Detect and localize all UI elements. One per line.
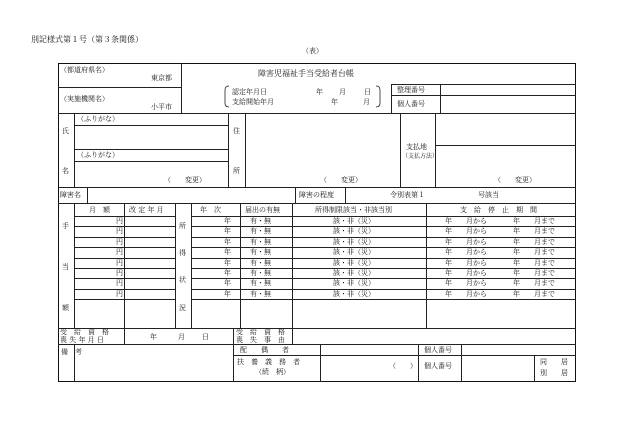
furigana-label-2: （ふりがな）: [77, 151, 119, 159]
col-limit: 所得制限該当・非該当別: [315, 206, 392, 214]
furigana-label-1: （ふりがな）: [77, 115, 119, 123]
jyuu-label: 住: [233, 127, 240, 135]
limit-cell: 該・非（災）: [333, 259, 375, 267]
paymethod-label: （支払方法）: [402, 153, 439, 160]
supporter-label: 扶 養 義 務 者: [237, 358, 300, 366]
allowance-side-3: 額: [62, 304, 69, 312]
name-change: （ 変更）: [164, 176, 206, 184]
acq-label-1: 受 給 資 格: [60, 328, 109, 336]
dokyo-label: 同 居: [540, 358, 568, 366]
disability-name-label: 障害名: [60, 191, 81, 199]
income-side-3: 状: [179, 276, 186, 284]
prefecture-value: 東京都: [151, 74, 172, 82]
limit-cell: 該・非（災）: [333, 227, 375, 235]
pay-year: 年: [331, 98, 338, 106]
year-cell: 年: [224, 290, 231, 298]
year-cell: 年: [224, 227, 231, 235]
pay-start-label: 支給開始年月: [232, 98, 274, 106]
stop-from-cell: 年 月から: [445, 269, 487, 277]
acq-month: 月: [178, 333, 185, 341]
stop-from-cell: 年 月から: [445, 248, 487, 256]
acq-label-2: 喪 失 年 月 日: [60, 336, 104, 344]
supporter-personal-no: 個人番号: [424, 362, 452, 370]
limit-cell: 該・非（災）: [333, 217, 375, 225]
stop-from-cell: 年 月から: [445, 290, 487, 298]
stop-to-cell: 年 月まで: [513, 227, 555, 235]
uji-label: 氏: [62, 127, 69, 135]
stop-from-cell: 年 月から: [445, 238, 487, 246]
side-label: （表）: [302, 47, 323, 55]
income-side-2: 得: [179, 249, 186, 257]
ledger-no-label: 整理番号: [397, 86, 425, 94]
report-cell: 有・無: [250, 269, 271, 277]
report-cell: 有・無: [250, 290, 271, 298]
office-value: 小平市: [151, 103, 172, 111]
report-cell: 有・無: [250, 279, 271, 287]
remarks-label: 備 考: [61, 348, 82, 356]
stop-to-cell: 年 月まで: [513, 217, 555, 225]
form-title: 障害児福祉手当受給者台帳: [258, 69, 354, 78]
personal-no-label: 個人番号: [397, 100, 425, 108]
stop-to-cell: 年 月まで: [513, 248, 555, 256]
limit-cell: 該・非（災）: [333, 238, 375, 246]
yen-cell: 円: [116, 269, 123, 277]
report-cell: 有・無: [250, 238, 271, 246]
stop-to-cell: 年 月まで: [513, 269, 555, 277]
stop-from-cell: 年 月から: [445, 279, 487, 287]
year-cell: 年: [224, 217, 231, 225]
yen-cell: 円: [116, 279, 123, 287]
report-cell: 有・無: [250, 259, 271, 267]
recog-day: 日: [364, 88, 371, 96]
income-side-4: 況: [179, 304, 186, 312]
limit-cell: 該・非（災）: [333, 269, 375, 277]
stop-from-cell: 年 月から: [445, 227, 487, 235]
stop-to-cell: 年 月まで: [513, 290, 555, 298]
recog-year: 年: [316, 88, 323, 96]
year-cell: 年: [224, 238, 231, 246]
disability-degree-label: 障害の程度: [299, 191, 334, 199]
payplace-change: （ 変更）: [494, 176, 536, 184]
pay-month: 月: [363, 98, 370, 106]
disability-applicable: 号該当: [478, 191, 499, 199]
allowance-side-2: 当: [62, 263, 69, 271]
col-revision: 改 定 年 月: [129, 206, 164, 214]
disability-table-ref: 令別表第１: [390, 191, 425, 199]
report-cell: 有・無: [250, 248, 271, 256]
address-change: （ 変更）: [320, 176, 362, 184]
yen-cell: 円: [116, 238, 123, 246]
stop-to-cell: 年 月まで: [513, 259, 555, 267]
mei-label: 名: [62, 167, 69, 175]
report-cell: 有・無: [250, 217, 271, 225]
year-cell: 年: [224, 248, 231, 256]
yen-cell: 円: [116, 248, 123, 256]
yen-cell: 円: [116, 227, 123, 235]
stop-from-cell: 年 月から: [445, 217, 487, 225]
limit-cell: 該・非（災）: [333, 290, 375, 298]
acq-year: 年: [150, 333, 157, 341]
acq-day: 日: [202, 333, 209, 341]
office-label: （実施機関名）: [60, 95, 109, 103]
yen-cell: 円: [116, 259, 123, 267]
relation-paren: （ ）: [389, 362, 417, 370]
year-cell: 年: [224, 279, 231, 287]
form-label: 別記様式第１号（第３条関係）: [31, 35, 143, 44]
income-side-1: 所: [179, 222, 186, 230]
stop-from-cell: 年 月から: [445, 259, 487, 267]
prefecture-label: （都道府県名）: [60, 66, 109, 74]
year-cell: 年: [224, 259, 231, 267]
year-cell: 年: [224, 269, 231, 277]
reason-label-2: 喪 失 事 由: [236, 336, 285, 344]
yen-cell: 円: [116, 290, 123, 298]
recog-date-label: 認定年月日: [232, 88, 267, 96]
payplace-label: 支払地: [406, 143, 427, 151]
reason-label-1: 受 給 資 格: [236, 328, 285, 336]
col-year: 年 次: [200, 206, 221, 214]
spouse-label: 配 偶 者: [240, 346, 289, 354]
allowance-side-1: 手: [62, 222, 69, 230]
limit-cell: 該・非（災）: [333, 248, 375, 256]
yen-cell: 円: [116, 217, 123, 225]
limit-cell: 該・非（災）: [333, 279, 375, 287]
sho-label: 所: [233, 167, 240, 175]
col-report: 届出の有無: [245, 206, 280, 214]
stop-to-cell: 年 月まで: [513, 279, 555, 287]
bekkyo-label: 別 居: [540, 369, 568, 377]
recog-month: 月: [339, 88, 346, 96]
stop-to-cell: 年 月まで: [513, 238, 555, 246]
report-cell: 有・無: [250, 227, 271, 235]
relation-label: （続 柄）: [255, 368, 290, 376]
col-stop: 支 給 停 止 期 間: [460, 206, 537, 214]
spouse-personal-no: 個人番号: [424, 346, 452, 354]
col-month-amount: 月 額: [89, 206, 110, 214]
